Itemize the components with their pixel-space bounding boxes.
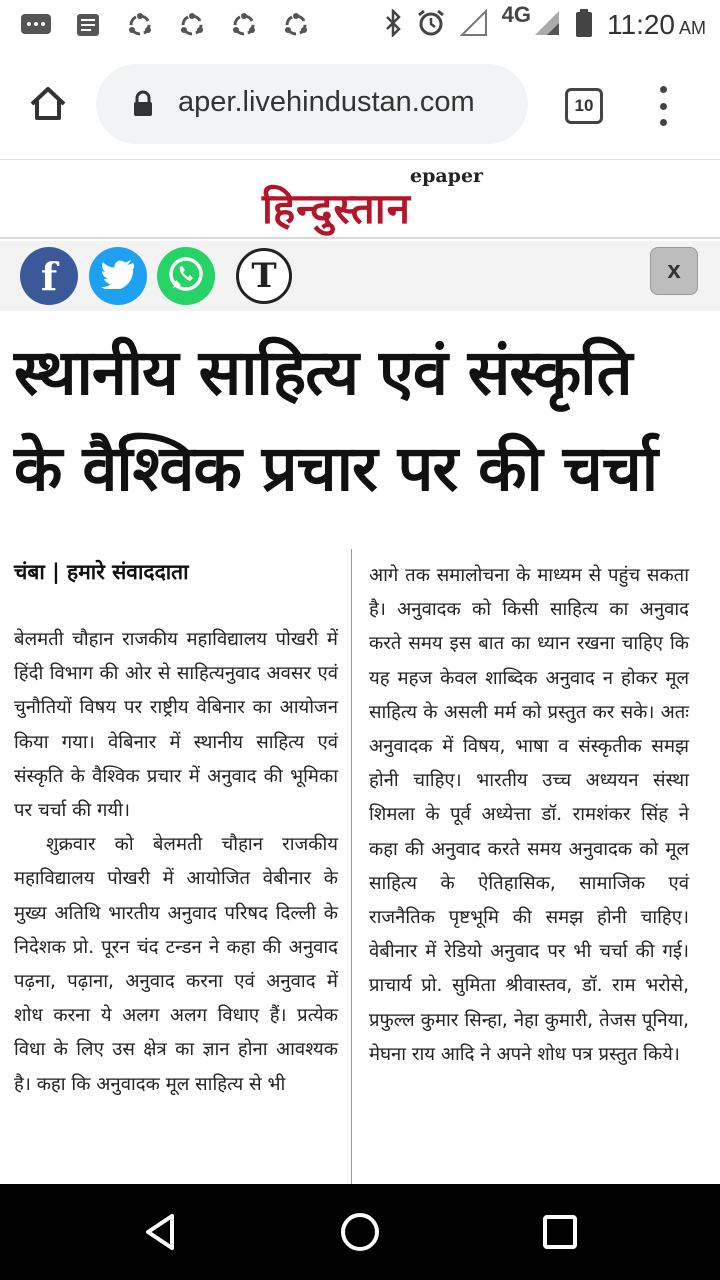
brand-logo[interactable]: हिन्दुस्तान xyxy=(262,184,411,233)
menu-dot xyxy=(660,119,667,126)
home-circle-icon xyxy=(339,1211,381,1253)
paragraph: शुक्रवार को बेलमती चौहान राजकीय महाविद्यालय पोखरी में आयोजित वेबीनार के मुख्य अतिथि भारतीय अनुवाद परिषद दिल्ली के निदेशक प्रो. पूरन चंद टन्डन ने कहा की अनुवाद पढ़ना, पढ़ाना, अनुवाद करना एवं अनुवाद में शोध करना ये अलग अलग विधाए हैं। प्रत्येक विधा के लिए उस क्षेत्र का ज्ञान होना आवश्यक है। कहा कि अनुवादक मूल साहित्य से भी xyxy=(14,834,338,1095)
system-navigation-bar xyxy=(0,1184,720,1280)
bluetooth-icon xyxy=(384,9,402,41)
clock: 11:20 AM xyxy=(607,9,706,40)
sync-icon xyxy=(124,12,156,38)
news-icon xyxy=(72,12,104,38)
status-bar xyxy=(0,0,720,50)
paragraph: आगे तक समालोचना के माध्यम से पहुंच सकता है। अनुवादक को किसी साहित्य का अनुवाद करते समय इस बात का ध्यान रखना चाहिए कि यह महज केवल शाब्दिक अनुवाद न होकर मूल साहित्य के असली मर्म को प्रस्तुत कर सके। अतः अनुवादक में विषय, भाषा व संस्कृतीक समझ होनी चाहिए। भारतीय उच्च अध्ययन संस्था शिमला के पूर्व अध्येत्ता डॉ. रामशंकर सिंह ने कहा की अनुवाद करते समय अनुवादक को मूल साहित्य के ऐतिहासिक, सामाजिक एवं राजनैतिक पृष्टभूमि की समझ होनी चाहिए। वेबीनार में रेडियो अनुवाद पर भी चर्चा की गई। प्राचार्य प्रो. सुमिता श्रीवास्तव, डॉ. राम भरोसे, प्रफुल्ल कुमार सिन्हा, नेहा कुमारी, तेजस पूनिया, मेघना राय आदि ने अपने शोध पत्र प्रस्तुत किये। xyxy=(369,565,689,1065)
masthead xyxy=(0,161,720,239)
twitter-share-button[interactable] xyxy=(89,247,147,305)
column-divider xyxy=(351,549,352,1184)
network-type: 4G xyxy=(501,2,531,27)
signal-icon xyxy=(460,9,488,41)
lock-icon xyxy=(132,90,154,118)
whatsapp-share-button[interactable] xyxy=(157,247,215,305)
article xyxy=(0,311,720,1184)
text-icon: T xyxy=(251,256,277,296)
message-icon xyxy=(20,12,52,38)
home-button[interactable] xyxy=(24,80,72,128)
paragraph: बेलमती चौहान राजकीय महाविद्यालय पोखरी में हिंदी विभाग की ओर से साहित्यनुवाद अवसर एवं चुनौतियों विषय पर राष्ट्रीय वेबिनार का आयोजन किया गया। वेबिनार में स्थानीय साहित्य एवं संस्कृति के वैश्विक प्रचार में अनुवाद की भूमिका पर चर्चा की गयी। xyxy=(14,629,338,822)
system-status xyxy=(384,2,706,42)
tab-switcher-button[interactable]: 10 xyxy=(565,88,603,124)
signal-strength-icon xyxy=(533,9,561,41)
notification-icons xyxy=(20,12,312,38)
address-bar[interactable] xyxy=(96,64,528,144)
recents-button[interactable] xyxy=(534,1206,586,1258)
dateline: चंबा | हमारे संवाददाता xyxy=(14,560,189,584)
alarm-icon xyxy=(416,8,446,42)
back-button[interactable] xyxy=(134,1206,186,1258)
facebook-share-button[interactable] xyxy=(20,247,78,305)
sync-icon xyxy=(228,12,260,38)
menu-dot xyxy=(660,86,667,93)
battery-icon xyxy=(575,8,593,42)
share-bar xyxy=(0,241,720,311)
url-text[interactable]: aper.livehindustan.com xyxy=(178,86,475,118)
headline-line: स्थानीय साहित्य एवं संस्कृति xyxy=(14,336,632,409)
whatsapp-icon xyxy=(166,254,206,298)
twitter-icon xyxy=(101,259,135,293)
home-icon xyxy=(24,80,72,128)
menu-dot xyxy=(660,103,667,110)
sync-icon xyxy=(280,12,312,38)
facebook-icon: f xyxy=(40,253,58,299)
headline xyxy=(14,325,708,517)
back-icon xyxy=(142,1212,178,1252)
headline-line: के वैश्विक प्रचार पर की चर्चा xyxy=(14,432,658,505)
sync-icon xyxy=(176,12,208,38)
article-column-left xyxy=(14,557,338,1102)
home-nav-button[interactable] xyxy=(334,1206,386,1258)
text-size-button[interactable] xyxy=(236,248,292,304)
epaper-label: epaper xyxy=(410,165,484,187)
close-button[interactable]: x xyxy=(650,247,698,295)
article-column-right xyxy=(369,559,689,1072)
overflow-menu-button[interactable] xyxy=(656,86,670,126)
recents-icon xyxy=(542,1214,578,1250)
browser-toolbar xyxy=(0,50,720,160)
